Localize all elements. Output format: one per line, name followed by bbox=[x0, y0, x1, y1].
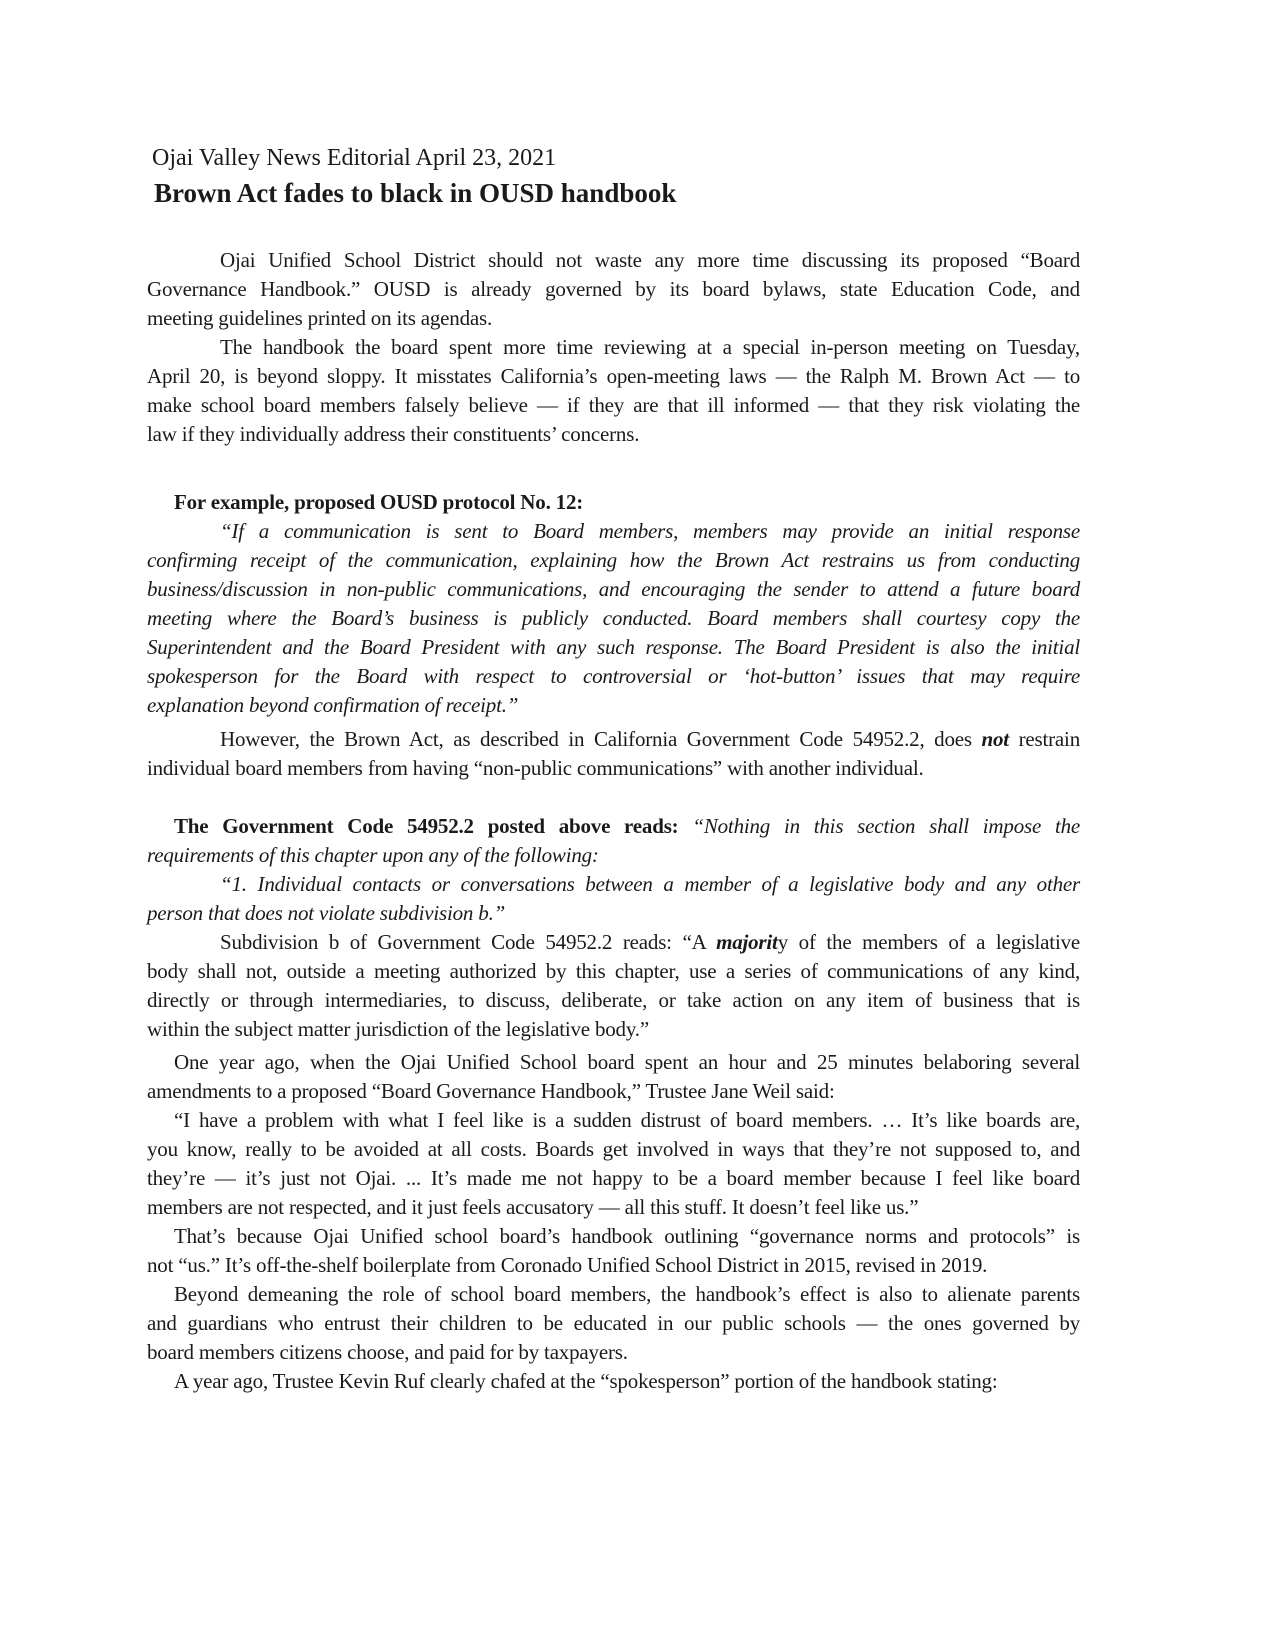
paragraph-4-line: amendments to a proposed “Board Governance Handbook,” Trustee Jane Weil said: bbox=[147, 1079, 835, 1103]
paragraph-1-line: Ojai Unified School District should not waste any more time discussing its proposed “Board bbox=[220, 248, 1080, 272]
subdivision-line: body shall not, outside a meeting authorized by this chapter, use a series of communications of any kind, bbox=[147, 959, 1080, 983]
emphasis-majority: majorit bbox=[716, 930, 778, 954]
subdivision-text: y of the members of a legislative bbox=[777, 930, 1080, 954]
paragraph-1-line: Governance Handbook.” OUSD is already governed by its board bylaws, state Education Code, and bbox=[147, 277, 1080, 301]
weil-quote-line: you know, really to be avoided at all costs. Boards get involved in ways that they’re not supposed to, and bbox=[147, 1137, 1080, 1161]
weil-quote-line: they’re — it’s just not Ojai. ... It’s made me not happy to be a board member because I feel like board bbox=[147, 1166, 1080, 1190]
weil-quote-line: “I have a problem with what I feel like is a sudden distrust of board members. … It’s like boards are, bbox=[174, 1108, 1080, 1132]
protocol-quote-line: meeting where the Board’s business is publicly conducted. Board members shall courtesy copy the bbox=[147, 606, 1080, 630]
protocol-quote-line: “If a communication is sent to Board members, members may provide an initial response bbox=[220, 519, 1080, 543]
code-item-1-line: person that does not violate subdivision b.” bbox=[147, 901, 506, 925]
code-section-line bbox=[174, 812, 1080, 840]
subdivision-line bbox=[220, 928, 1080, 956]
paragraph-4-line: One year ago, when the Ojai Unified School board spent an hour and 25 minutes belaboring several bbox=[174, 1050, 1080, 1074]
weil-quote-line: members are not respected, and it just feels accusatory — all this stuff. It doesn’t feel like us.” bbox=[147, 1195, 919, 1219]
protocol-quote-line: explanation beyond confirmation of receipt.” bbox=[147, 693, 519, 717]
paragraph-2-line: April 20, is beyond sloppy. It misstates California’s open-meeting laws — the Ralph M. Brown Act — to bbox=[147, 364, 1080, 388]
headline: Brown Act fades to black in OUSD handbook bbox=[154, 178, 677, 208]
paragraph-3-line: individual board members from having “non-public communications” with another individual. bbox=[147, 756, 924, 780]
paragraph-2-line: The handbook the board spent more time reviewing at a special in-person meeting on Tuesday, bbox=[220, 335, 1080, 359]
paragraph-2-line: law if they individually address their constituents’ concerns. bbox=[147, 422, 640, 446]
protocol-quote-line: business/discussion in non-public communications, and encouraging the sender to attend a future board bbox=[147, 577, 1080, 601]
protocol-quote-line: Superintendent and the Board President with any such response. The Board President is also the initial bbox=[147, 635, 1080, 659]
code-section-line: requirements of this chapter upon any of the following: bbox=[147, 843, 599, 867]
paragraph-7-line: A year ago, Trustee Kevin Ruf clearly chafed at the “spokesperson” portion of the handbook stating: bbox=[174, 1369, 998, 1393]
code-item-1-line: “1. Individual contacts or conversations between a member of a legislative body and any other bbox=[220, 872, 1080, 896]
subdivision-text: Subdivision b of Government Code 54952.2 reads: “A bbox=[220, 930, 717, 954]
subdivision-line: directly or through intermediaries, to discuss, deliberate, or take action on any item of business that is bbox=[147, 988, 1080, 1012]
dateline: Ojai Valley News Editorial April 23, 2021 bbox=[152, 145, 557, 171]
protocol-quote-line: spokesperson for the Board with respect to controversial or ‘hot-button’ issues that may require bbox=[147, 664, 1080, 688]
paragraph-5-line: That’s because Ojai Unified school board’s handbook outlining “governance norms and protocols” is bbox=[174, 1224, 1080, 1248]
paragraph-6-line: board members citizens choose, and paid for by taxpayers. bbox=[147, 1340, 628, 1364]
paragraph-3-text: restrain bbox=[1008, 727, 1080, 751]
paragraph-6-line: and guardians who entrust their children to be educated in our public schools — the ones governed by bbox=[147, 1311, 1080, 1335]
paragraph-1-line: meeting guidelines printed on its agendas. bbox=[147, 306, 493, 330]
code-section-lead: The Government Code 54952.2 posted above reads: bbox=[174, 814, 679, 838]
emphasis-not: not bbox=[981, 727, 1009, 751]
protocol-heading: For example, proposed OUSD protocol No. 12: bbox=[174, 490, 584, 514]
paragraph-2-line: make school board members falsely believe — if they are that ill informed — that they risk violating the bbox=[147, 393, 1080, 417]
paragraph-3-line bbox=[220, 725, 1080, 753]
subdivision-line: within the subject matter jurisdiction of the legislative body.” bbox=[147, 1017, 649, 1041]
protocol-quote-line: confirming receipt of the communication, explaining how the Brown Act restrains us from conducting bbox=[147, 548, 1080, 572]
paragraph-3-text: However, the Brown Act, as described in California Government Code 54952.2, does bbox=[220, 727, 982, 751]
paragraph-6-line: Beyond demeaning the role of school board members, the handbook’s effect is also to alienate parents bbox=[174, 1282, 1080, 1306]
paragraph-5-line: not “us.” It’s off-the-shelf boilerplate from Coronado Unified School District in 2015, revised in 2019. bbox=[147, 1253, 988, 1277]
code-section-quote: “Nothing in this section shall impose the bbox=[678, 814, 1081, 838]
